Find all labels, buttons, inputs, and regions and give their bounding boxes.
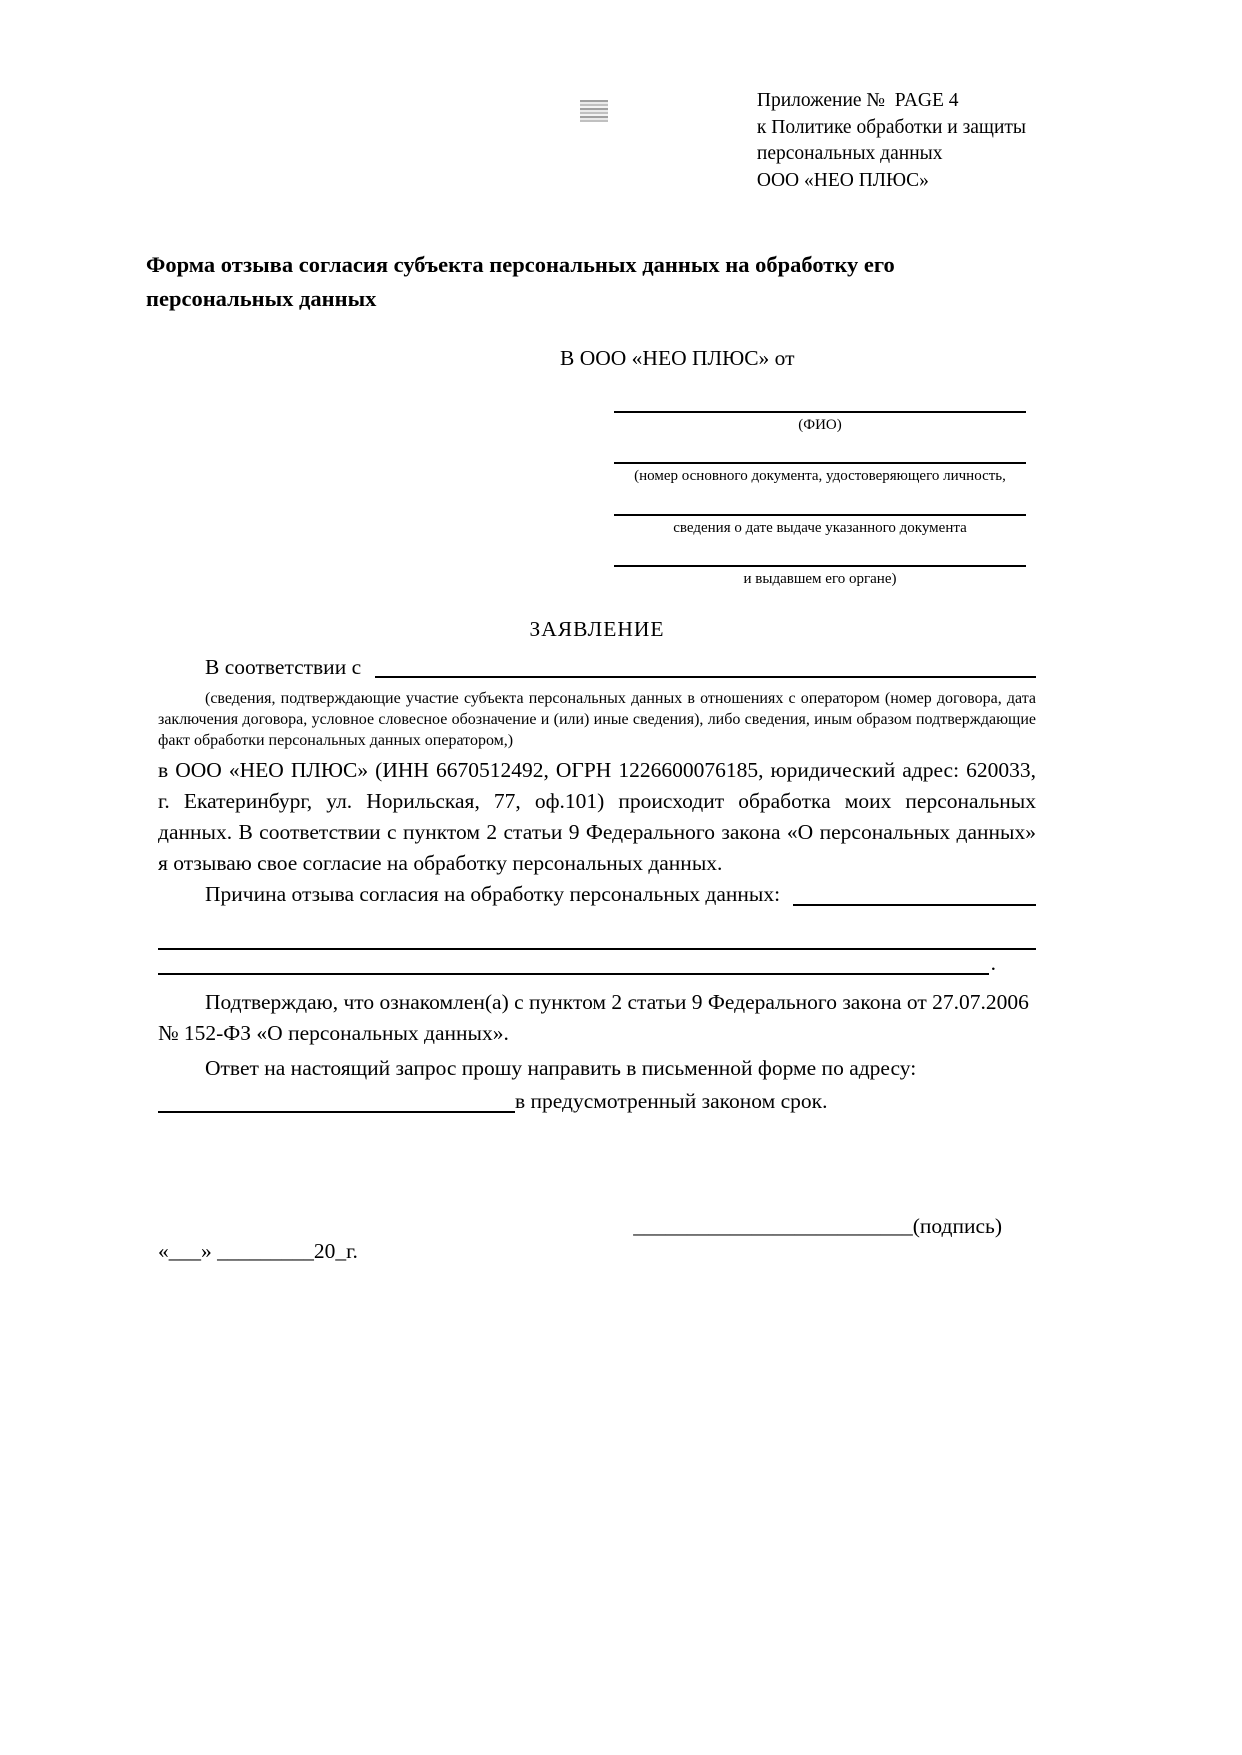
reply-paragraph: Ответ на настоящий запрос прошу направить в письменной форме по адресу:: [205, 1055, 917, 1080]
reason-label: Причина отзыва согласия на обработку персональных данных:: [205, 882, 786, 907]
signature-blank-line: __________________________: [633, 1213, 913, 1238]
appendix-line: ООО «НЕО ПЛЮС»: [756, 169, 929, 191]
addressee-to-line: В ООО «НЕО ПЛЮС» от: [560, 345, 795, 370]
intro-row: [158, 652, 1036, 683]
reason-blank-line: [793, 904, 1036, 906]
signature-group: [601, 1189, 1002, 1264]
intro-blank-line: [375, 676, 1037, 678]
signature-caption: (подпись): [912, 1213, 1002, 1238]
intro-prefix: В соответствии с: [205, 654, 367, 679]
addressee-fields: [614, 411, 1026, 590]
reply-address-blank-line: [158, 1111, 515, 1113]
blank-field-issue-date: [614, 514, 1026, 539]
confirmation-paragraph: Подтверждаю, что ознакомлен(а) с пунктом 2 статьи 9 Федерального закона от 27.07.2006 № 152-ФЗ «О персональных данных».: [158, 990, 1029, 1046]
statement-footnote: (сведения, подтверждающие участие субъекта персональных данных в отношениях с оператором (номер договора, дата заключения договора, условное словесное обозначение и (или) иные сведения), либо сведения, иным образом подтверждающие факт обработки персональных данных оператором,): [158, 690, 1036, 750]
issuing-authority-field-caption: и выдавшем его органе): [743, 571, 897, 587]
reason-period: .: [990, 951, 996, 976]
blank-field-fio: [614, 411, 1026, 436]
appendix-block: [757, 88, 1026, 194]
fio-field-caption: (ФИО): [798, 416, 842, 433]
reply-suffix: в предусмотренный законом срок.: [515, 1088, 828, 1113]
appendix-line: к Политике обработки и защиты: [756, 116, 1026, 138]
appendix-line: Приложение № PAGE 4: [756, 90, 959, 111]
reason-row: [158, 879, 1036, 910]
statement-body: в ООО «НЕО ПЛЮС» (ИНН 6670512492, ОГРН 1226600076185, юридический адрес: 620033, г. Екатеринбург, ул. Норильская, 77, оф.101) происходит обработка моих персональных данных. В соответствии с пунктом 2 статьи 9 Федерального закона «О персональных данных» я отзываю свое согласие на обработку персональных данных.: [158, 758, 1036, 876]
signoff-row: [158, 1189, 1036, 1264]
appendix-line: персональных данных: [756, 143, 943, 165]
statement-heading: ЗАЯВЛЕНИЕ: [529, 616, 665, 641]
issue-date-field-caption: сведения о дате выдаче указанного документа: [673, 519, 967, 536]
addressee-block: [158, 346, 1036, 590]
blank-field-document-number: [614, 462, 1026, 487]
blank-field-issuing-authority: [614, 565, 1026, 590]
reason-blank-line-3: [158, 950, 996, 979]
title-line-2: персональных данных: [146, 285, 377, 311]
document-title: [146, 248, 1036, 316]
document-number-field-caption: (номер основного документа, удостоверяющего личность,: [634, 468, 1006, 484]
page-header: [158, 88, 1036, 196]
date-blank-line: «___» _________20_г.: [158, 1238, 358, 1263]
reason-blank-line-3-rule: [158, 973, 989, 975]
field-code-table-icon: [580, 100, 608, 122]
reply-address-row: [158, 1086, 1036, 1117]
title-line-1: Форма отзыва согласия субъекта персональных данных на обработку его: [146, 252, 895, 277]
